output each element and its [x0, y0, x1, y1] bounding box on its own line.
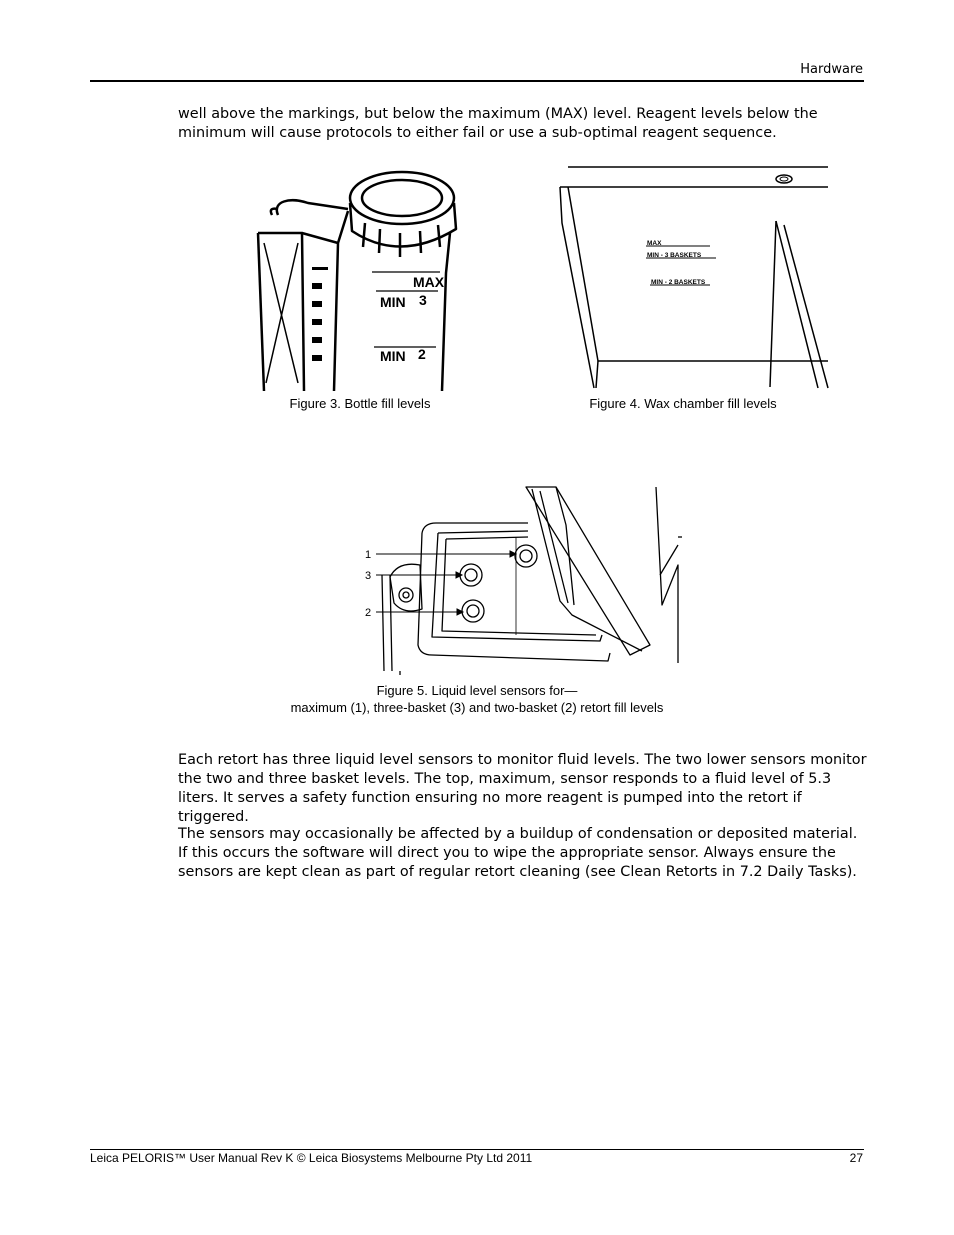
figure-4-wax-chamber-illustration: [538, 163, 830, 391]
page-number: 27: [849, 1151, 863, 1165]
figure-4-caption: Figure 4. Wax chamber fill levels: [589, 396, 777, 411]
bottle-max-label: MAX: [413, 274, 445, 290]
wax-min3-label: MIN - 3 BASKETS: [647, 252, 702, 259]
figure-3-bottle-illustration: [250, 163, 460, 391]
header-section-label: Hardware: [800, 62, 863, 77]
callout-3-label: 3: [365, 570, 372, 582]
wax-max-label: MAX: [647, 240, 662, 247]
bottle-three-label: 3: [419, 292, 427, 308]
header-rule: [90, 80, 864, 82]
bottle-min2-label: MIN: [380, 348, 406, 364]
footer-rule: [90, 1149, 864, 1150]
figure-5-caption-line2: maximum (1), three-basket (3) and two-basket (2) retort fill levels: [290, 700, 664, 715]
callout-1-label: 1: [365, 549, 372, 561]
sensors-paragraph: Each retort has three liquid level sensors to monitor fluid levels. The two lower sensors monitor the two and three basket levels. The top, maximum, sensor responds to a fluid level of 5.3 liters. It serves a safety function ensuring no more reagent is pumped into the retort if triggered.: [178, 752, 867, 825]
footer-copyright: Leica PELORIS™ User Manual Rev K © Leica Biosystems Melbourne Pty Ltd 2011: [90, 1151, 533, 1165]
cleaning-paragraph: The sensors may occasionally be affected by a buildup of condensation or deposited material. If this occurs the software will direct you to wipe the appropriate sensor. Always ensure the sensors are kept clean as part of regular retort cleaning (see Clean Retorts in 7.2 Daily Tasks).: [178, 826, 858, 880]
callout-2-label: 2: [365, 607, 372, 619]
figure-5-retort-sensors-illustration: [360, 485, 682, 675]
intro-paragraph: well above the markings, but below the maximum (MAX) level. Reagent levels below the minimum will cause protocols to either fail or use a sub-optimal reagent sequence.: [178, 106, 818, 141]
bottle-min3-label: MIN: [380, 294, 406, 310]
wax-min2-label: MIN - 2 BASKETS: [651, 279, 706, 286]
bottle-two-label: 2: [418, 346, 426, 362]
figure-3-caption: Figure 3. Bottle fill levels: [289, 396, 431, 411]
figure-5-caption-line1: Figure 5. Liquid level sensors for—: [376, 683, 578, 698]
